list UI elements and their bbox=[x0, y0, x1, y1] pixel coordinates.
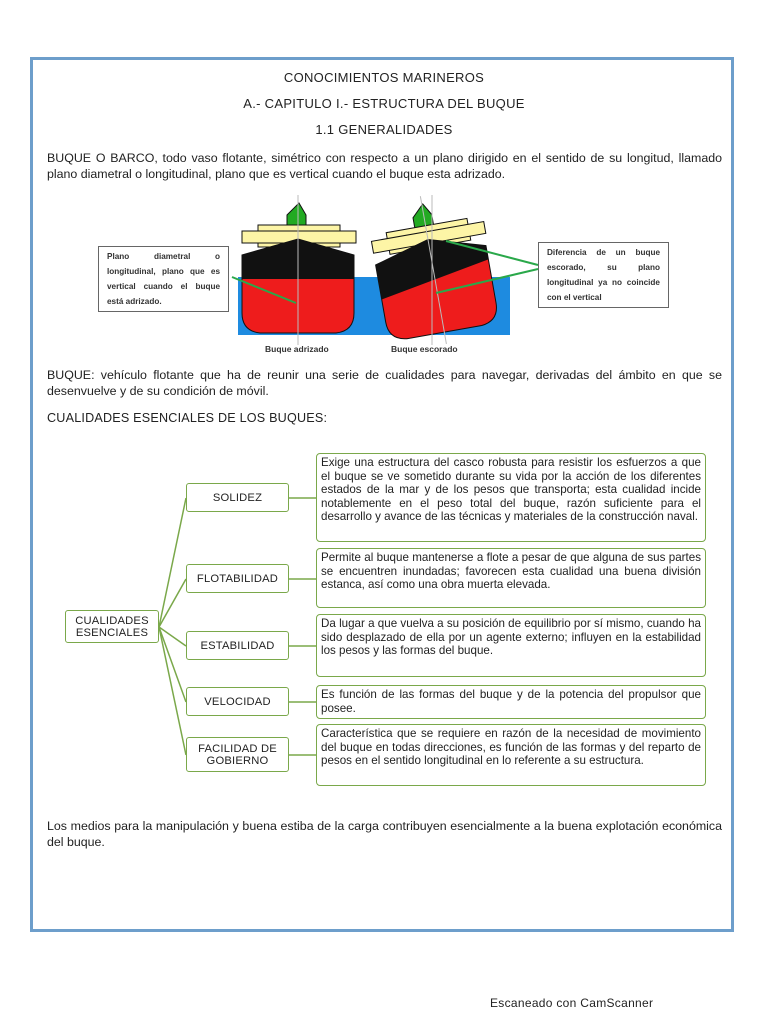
chapter-title: A.- CAPITULO I.- ESTRUCTURA DEL BUQUE bbox=[243, 96, 525, 111]
qualities-heading: CUALIDADES ESENCIALES DE LOS BUQUES: bbox=[47, 411, 328, 425]
node-solidez: SOLIDEZ bbox=[186, 483, 289, 512]
caption-upright: Buque adrizado bbox=[265, 344, 329, 354]
node-flotabilidad: FLOTABILIDAD bbox=[186, 564, 289, 593]
desc-facilidad-gobierno: Característica que se requiere en razón de la necesidad de movimiento del buque en todas direcciones, es función de las formas y del reparto de pesos en el sentido longitudinal en lo referente a su estructura. bbox=[316, 724, 706, 786]
node-facilidad-gobierno: FACILIDAD DE GOBIERNO bbox=[186, 737, 289, 772]
scanner-watermark: Escaneado con CamScanner bbox=[490, 996, 654, 1010]
desc-solidez: Exige una estructura del casco robusta para resistir los esfuerzos a que el buque se ve sometido durante su vida por la acción de los diferentes estados de la mar y de los pesos que transporta; esta cualidad incide notablemente en el peso total del buque, razón suficiente para el desarrollo y avance de las técnicas y materiales de la construcción naval. bbox=[316, 453, 706, 542]
callout-heeled: Diferencia de un buque escorado, su plano longitudinal ya no coincide con el vertical bbox=[538, 242, 669, 308]
root-node: CUALIDADES ESENCIALES bbox=[65, 610, 159, 643]
desc-flotabilidad: Permite al buque mantenerse a flote a pesar de que alguna de sus partes se encuentren inundadas; favorecen esta cualidad una buena división estanca, así como una obra muerta elevada. bbox=[316, 548, 706, 608]
desc-estabilidad: Da lugar a que vuelva a su posición de equilibrio por sí mismo, cuando ha sido desplazado de ella por un agente externo; influyen en la estabilidad los pesos y las formas del buque. bbox=[316, 614, 706, 677]
callout-upright: Plano diametral o longitudinal, plano que es vertical cuando el buque está adrizado. bbox=[98, 246, 229, 312]
upright-ship bbox=[242, 195, 356, 345]
node-estabilidad: ESTABILIDAD bbox=[186, 631, 289, 660]
closing-paragraph: Los medios para la manipulación y buena estiba de la carga contribuyen esencialmente a la buena explotación económica del buque. bbox=[47, 819, 722, 849]
doc-title: CONOCIMIENTOS MARINEROS bbox=[283, 70, 485, 85]
node-velocidad: VELOCIDAD bbox=[186, 687, 289, 716]
section-title: 1.1 GENERALIDADES bbox=[315, 122, 453, 137]
definition-paragraph: BUQUE: vehículo flotante que ha de reunir una serie de cualidades para navegar, derivadas del ámbito en que se desenvuelve y de su condición de móvil. bbox=[47, 368, 722, 398]
intro-paragraph: BUQUE O BARCO, todo vaso flotante, simétrico con respecto a un plano dirigido en el sentido de su longitud, llamado plano diametral o longitudinal, plano que es vertical cuando el buque esta adrizado. bbox=[47, 151, 722, 181]
desc-velocidad: Es función de las formas del buque y de la potencia del propulsor que posee. bbox=[316, 685, 706, 719]
caption-heeled: Buque escorado bbox=[391, 344, 458, 354]
